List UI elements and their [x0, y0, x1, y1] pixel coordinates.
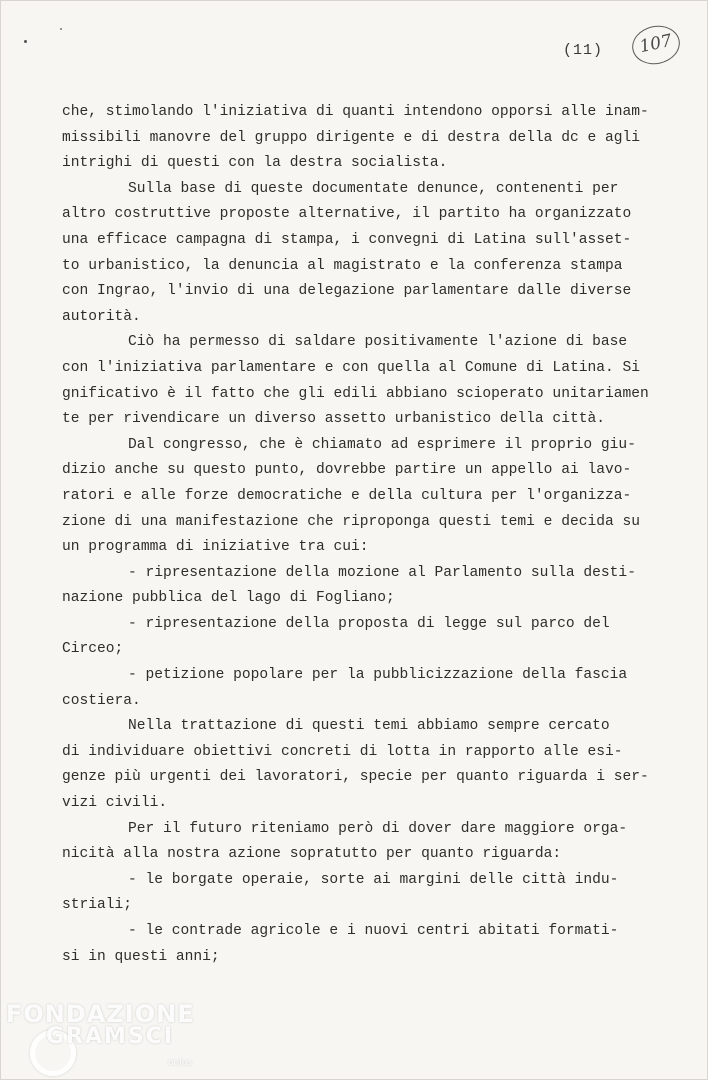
- text-line: striali;: [62, 897, 133, 914]
- text-line: zione di una manifestazione che riproponga questi temi e decida su: [62, 513, 641, 530]
- text-line: costiera.: [62, 692, 141, 709]
- text-line: Sulla base di queste documentate denunce, contenenti per: [128, 180, 619, 197]
- text-line: ratori e alle forze democratiche e della cultura per l'organizza-: [62, 487, 632, 504]
- text-line: una efficace campagna di stampa, i convegni di Latina sull'asset-: [62, 231, 632, 248]
- text-line: Nella trattazione di questi temi abbiamo sempre cercato: [128, 718, 610, 735]
- text-line: che, stimolando l'iniziativa di quanti intendono opporsi alle inam-: [62, 104, 649, 120]
- text-line: Ciò ha permesso di saldare positivamente l'azione di base: [128, 334, 628, 351]
- text-line: con Ingrao, l'invio di una delegazione parlamentare dalle diverse: [62, 283, 632, 300]
- text-line: to urbanistico, la denuncia al magistrato e la conferenza stampa: [62, 257, 623, 274]
- page-number: (11): [563, 42, 604, 59]
- folio-stamp: 107: [629, 21, 684, 68]
- ink-speck: [24, 40, 27, 43]
- watermark-line1: FONDAZIONE: [6, 1000, 195, 1028]
- text-line: Per il futuro riteniamo però di dover dare maggiore orga-: [128, 820, 628, 837]
- text-line: - le contrade agricole e i nuovi centri abitati formati-: [128, 923, 619, 939]
- text-line: genze più urgenti dei lavoratori, specie per quanto riguarda i ser-: [62, 769, 649, 786]
- text-line: missibili manovre del gruppo dirigente e di destra della dc e agli: [62, 129, 641, 146]
- text-line: vizi civili.: [62, 795, 168, 812]
- text-line: Dal congresso, che è chiamato ad esprimere il proprio giu-: [128, 436, 636, 453]
- text-line: nicità alla nostra azione sopratutto per quanto riguarda:: [62, 846, 562, 863]
- text-line: dizio anche su questo punto, dovrebbe partire un appello ai lavo-: [62, 462, 632, 479]
- text-line: con l'iniziativa parlamentare e con quella al Comune di Latina. Si: [62, 359, 641, 376]
- ink-speck: [60, 28, 62, 30]
- text-line: - le borgate operaie, sorte ai margini delle città indu-: [128, 871, 619, 888]
- text-line: si in questi anni;: [62, 948, 220, 965]
- text-line: un programma di iniziative tra cui:: [62, 539, 369, 556]
- text-line: Circeo;: [62, 641, 124, 658]
- document-body: [62, 100, 652, 970]
- watermark-line2: GRAMSCI: [46, 1024, 175, 1049]
- text-line: altro costruttive proposte alternative, il partito ha organizzato: [62, 206, 632, 223]
- text-line: intrighi di questi con la destra socialista.: [62, 155, 448, 172]
- watermark-logo: [6, 1000, 195, 1049]
- text-line: - petizione popolare per la pubblicizzazione della fascia: [128, 667, 628, 684]
- text-line: - ripresentazione della mozione al Parlamento sulla desti-: [128, 564, 636, 581]
- text-line: te per rivendicare un diverso assetto urbanistico della città.: [62, 411, 605, 428]
- text-line: - ripresentazione della proposta di legge sul parco del: [128, 615, 610, 632]
- watermark-suffix: onlus: [168, 1058, 193, 1068]
- text-line: nazione pubblica del lago di Fogliano;: [62, 590, 395, 607]
- text-line: autorità.: [62, 308, 141, 325]
- text-line: gnificativo è il fatto che gli edili abbiano scioperato unitariamen: [62, 385, 649, 402]
- text-line: di individuare obiettivi concreti di lotta in rapporto alle esi-: [62, 743, 623, 760]
